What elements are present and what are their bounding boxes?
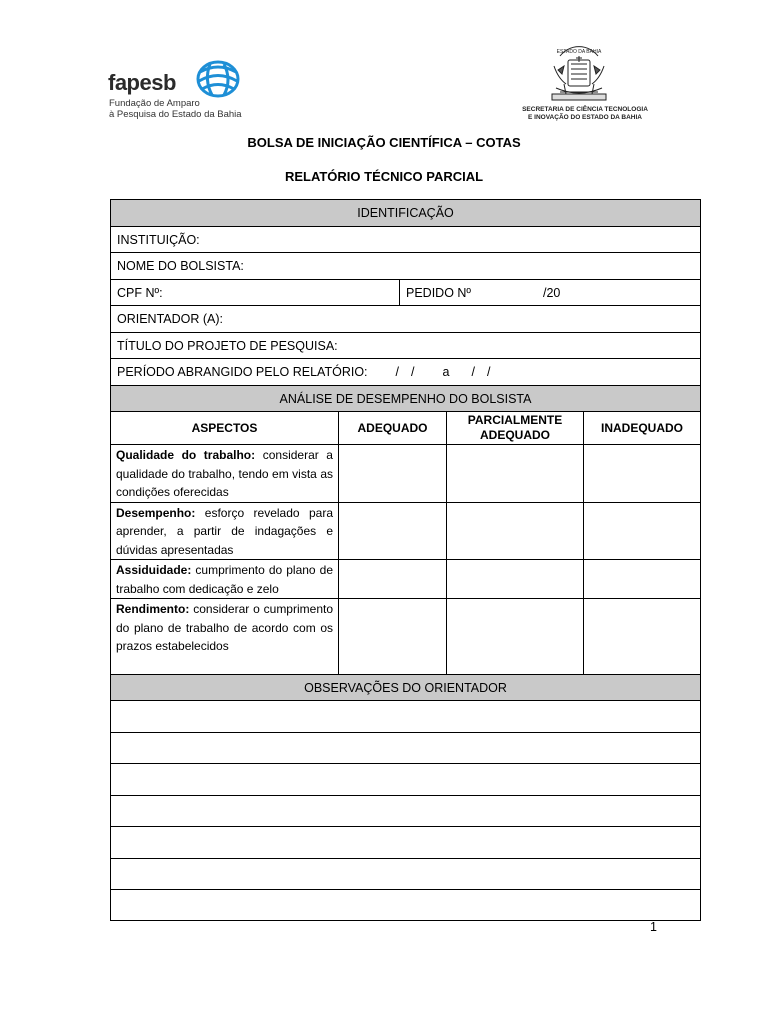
aspect-qualidade: Qualidade do trabalho: considerar a qualidade do trabalho, tendo em vista as condições oferecidas <box>111 445 339 503</box>
aspect-row <box>111 502 701 560</box>
secretaria-caption: SECRETARIA DE CIÊNCIA TECNOLOGIA E INOVAÇÃO DO ESTADO DA BAHIA <box>522 106 648 121</box>
col-parcialmente-adequado: PARCIALMENTE ADEQUADO <box>447 412 584 445</box>
observacoes-line <box>111 764 701 796</box>
document-title: BOLSA DE INICIAÇÃO CIENTÍFICA – COTAS <box>247 135 521 150</box>
periodo-start-slash-2: / <box>411 365 415 379</box>
observacoes-header-row <box>111 675 701 701</box>
aspect-desempenho: Desempenho: esforço revelado para aprender, a partir de indagações e dúvidas apresentadas <box>111 502 339 560</box>
inadequado-cell[interactable] <box>584 599 701 675</box>
observacoes-line <box>111 827 701 859</box>
instituicao-row <box>111 227 701 253</box>
orientador-row <box>111 306 701 333</box>
observacoes-input-line[interactable] <box>111 827 701 859</box>
adequado-cell[interactable] <box>339 445 447 503</box>
analise-header-row <box>111 386 701 412</box>
periodo-end-slash-1: / <box>471 365 475 379</box>
pedido-field[interactable] <box>400 280 701 306</box>
cpf-field[interactable]: CPF Nº: <box>111 280 400 306</box>
observacoes-input-line[interactable] <box>111 890 701 921</box>
analise-columns-row <box>111 412 701 445</box>
titulo-projeto-row <box>111 333 701 359</box>
nome-bolsista-field[interactable]: NOME DO BOLSISTA: <box>111 253 701 280</box>
document-subtitle: RELATÓRIO TÉCNICO PARCIAL <box>284 169 484 184</box>
observacoes-input-line[interactable] <box>111 859 701 890</box>
observacoes-input-line[interactable] <box>111 764 701 796</box>
col-aspectos: ASPECTOS <box>111 412 339 445</box>
seal-top-text: ESTADO DA BAHIA <box>556 49 602 55</box>
aspect-row <box>111 599 701 675</box>
cpf-pedido-row <box>111 280 701 306</box>
observacoes-line <box>111 701 701 733</box>
parcialmente-adequado-cell[interactable] <box>447 502 584 560</box>
col-inadequado: INADEQUADO <box>584 412 701 445</box>
parcialmente-adequado-cell[interactable] <box>447 560 584 599</box>
periodo-separator: a <box>442 365 450 379</box>
observacoes-input-line[interactable] <box>111 733 701 764</box>
adequado-cell[interactable] <box>339 599 447 675</box>
titulo-projeto-field[interactable]: TÍTULO DO PROJETO DE PESQUISA: <box>111 333 701 359</box>
bahia-coat-of-arms-icon <box>546 44 612 108</box>
observacoes-section-title: OBSERVAÇÕES DO ORIENTADOR <box>111 675 701 701</box>
orientador-field[interactable]: ORIENTADOR (A): <box>111 306 701 333</box>
aspect-assiduidade: Assiduidade: cumprimento do plano de trabalho com dedicação e zelo <box>111 560 339 599</box>
aspect-rendimento: Rendimento: considerar o cumprimento do plano de trabalho de acordo com os prazos estabelecidos <box>111 599 339 675</box>
inadequado-cell[interactable] <box>584 560 701 599</box>
periodo-label: PERÍODO ABRANGIDO PELO RELATÓRIO: <box>117 365 368 379</box>
observacoes-line <box>111 890 701 921</box>
fapesb-wordmark: fapesb <box>108 70 176 95</box>
adequado-cell[interactable] <box>339 560 447 599</box>
report-form-table <box>110 199 701 921</box>
periodo-row <box>111 359 701 386</box>
observacoes-line <box>111 733 701 764</box>
observacoes-line <box>111 796 701 827</box>
parcialmente-adequado-cell[interactable] <box>447 445 584 503</box>
observacoes-input-line[interactable] <box>111 796 701 827</box>
pedido-year: /20 <box>543 285 561 300</box>
inadequado-cell[interactable] <box>584 445 701 503</box>
parcialmente-adequado-cell[interactable] <box>447 599 584 675</box>
periodo-field[interactable] <box>111 359 701 386</box>
periodo-start-slash-1: / <box>395 365 400 379</box>
observacoes-input-line[interactable] <box>111 701 701 733</box>
identificacao-section-title: IDENTIFICAÇÃO <box>111 200 701 227</box>
analise-section-title: ANÁLISE DE DESEMPENHO DO BOLSISTA <box>111 386 701 412</box>
identificacao-header-row <box>111 200 701 227</box>
observacoes-line <box>111 859 701 890</box>
aspect-row <box>111 445 701 503</box>
pedido-label: PEDIDO Nº <box>406 285 471 300</box>
aspect-row <box>111 560 701 599</box>
periodo-end-slash-2: / <box>486 365 491 379</box>
col-adequado: ADEQUADO <box>339 412 447 445</box>
page-number: 1 <box>650 920 657 934</box>
inadequado-cell[interactable] <box>584 502 701 560</box>
nome-bolsista-row <box>111 253 701 280</box>
instituicao-field[interactable]: INSTITUIÇÃO: <box>111 227 701 253</box>
fapesb-logo <box>108 58 268 122</box>
fapesb-subtitle: Fundação de Amparo à Pesquisa do Estado da Bahia <box>109 98 242 120</box>
adequado-cell[interactable] <box>339 502 447 560</box>
fapesb-globe-icon <box>192 58 244 98</box>
